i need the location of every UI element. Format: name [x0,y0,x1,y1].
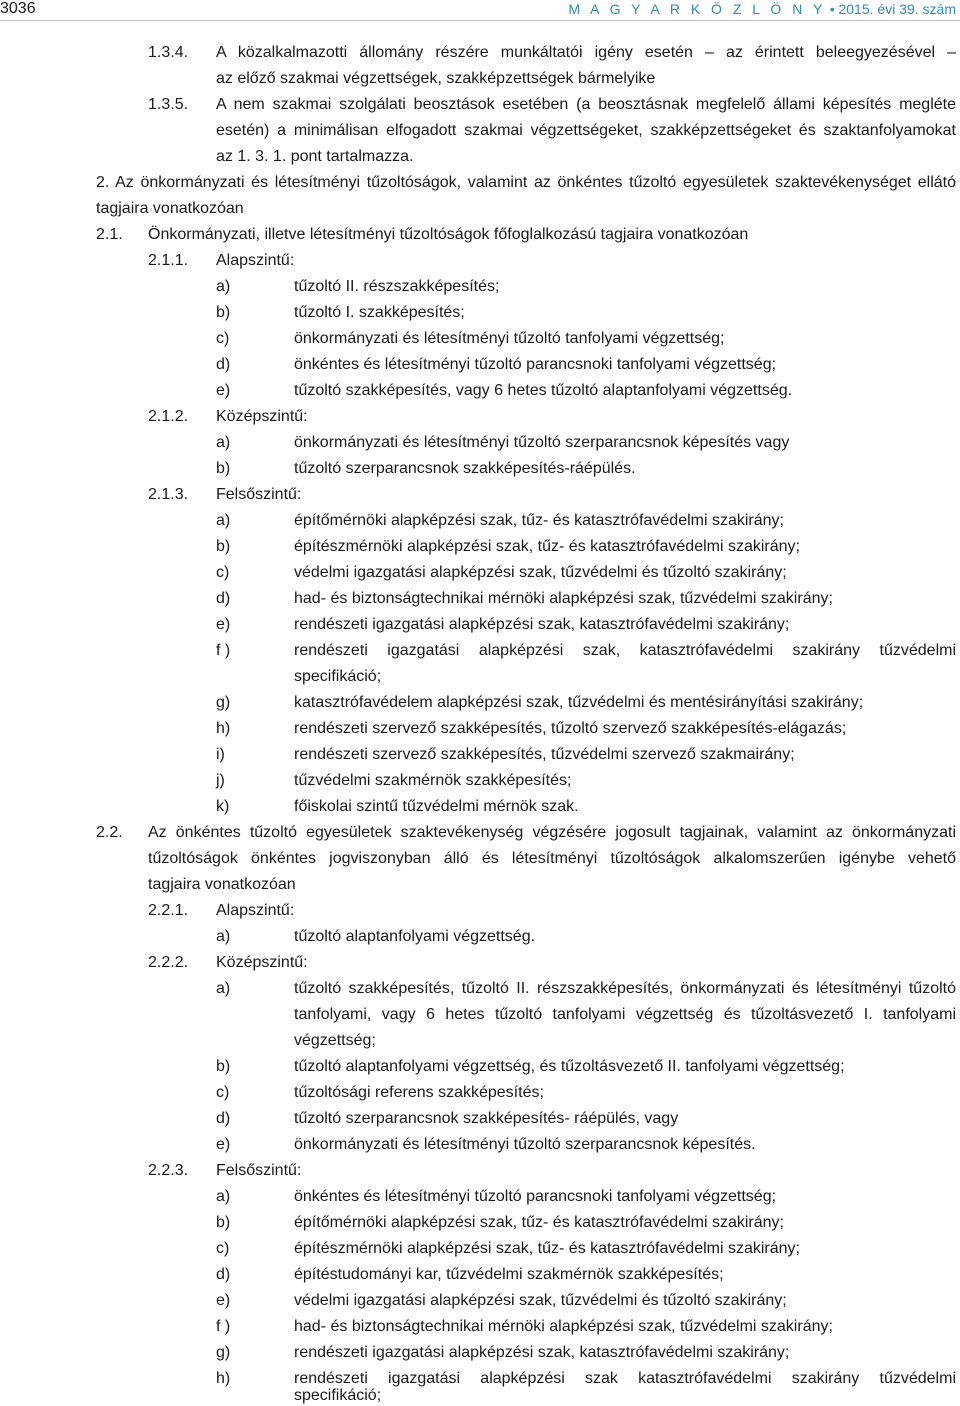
section-number: 1.3.4. [148,44,189,61]
list-item-continuation: specifikáció; [294,668,382,685]
list-item: építészmérnöki alapképzési szak, tűz- és katasztrófavédelmi szakirány; [294,1240,800,1257]
section-heading: tagjaira vonatkozóan [96,200,244,217]
level-label: Felsőszintű: [216,486,302,503]
level-label: Felsőszintű: [216,1162,302,1179]
paragraph-line: az előző szakmai végzettségek, szakképzettségek bármelyike [216,70,656,87]
list-item: önkéntes és létesítményi tűzoltó parancsnoki tanfolyami végzettség; [294,1188,777,1205]
list-item: katasztrófavédelem alapképzési szak, tűzvédelmi és mentésirányítási szakirány; [294,694,864,711]
list-letter: d) [216,1110,231,1127]
paragraph-line: A nem szakmai szolgálati beosztások esetében (a beosztásnak megfelelő állami képesítés megléte [216,96,956,113]
list-letter: b) [216,304,231,321]
section-number: 2.2.3. [148,1162,189,1179]
issue-info: • 2015. évi 39. szám [829,1,956,17]
page-number: 3036 [0,0,36,17]
list-item: önkormányzati és létesítményi tűzoltó szerparancsnok képesítés. [294,1136,756,1153]
list-letter: b) [216,538,231,555]
list-letter: k) [216,798,230,815]
list-letter: h) [216,720,231,737]
list-item: tűzoltósági referens szakképesítés; [294,1084,544,1101]
list-item: rendészeti igazgatási alapképzési szak, katasztrófavédelmi szakirány tűzvédelmi [294,642,956,659]
list-letter: e) [216,1136,231,1153]
list-item: építészmérnöki alapképzési szak, tűz- és katasztrófavédelmi szakirány; [294,538,800,555]
section-number: 2.2. [96,824,123,841]
section-number: 1.3.5. [148,96,189,113]
section-number: 2.2.1. [148,902,189,919]
list-item: védelmi igazgatási alapképzési szak, tűzvédelmi és tűzoltó szakirány; [294,1292,787,1309]
list-letter: a) [216,1188,231,1205]
list-item: tűzoltó I. szakképesítés; [294,304,465,321]
list-item: had- és biztonságtechnikai mérnöki alapképzési szak, tűzvédelmi szakirány; [294,590,833,607]
level-label: Középszintű: [216,408,308,425]
level-label: Alapszintű: [216,252,295,269]
header-rule [0,20,960,21]
list-item: tűzoltó szakképesítés, tűzoltó II. részszakképesítés, önkormányzati és létesítményi tűzoltó [294,980,956,997]
list-letter: b) [216,1058,231,1075]
paragraph-line: esetén) a minimálisan elfogadott szakmai végzettségeket, szakképzettségeket és szaktanfolyamokat [216,122,956,139]
list-letter: d) [216,1266,231,1283]
paragraph-line: az 1. 3. 1. pont tartalmazza. [216,148,414,165]
list-letter: c) [216,330,230,347]
list-item: önkormányzati és létesítményi tűzoltó szerparancsnok képesítés vagy [294,434,790,451]
list-item: rendészeti szervező szakképesítés, tűzvédelmi szervező szakmairány; [294,746,795,763]
section-number: 2.1. [96,226,123,243]
list-item: tűzoltó alaptanfolyami végzettség, és tűzoltásvezető II. tanfolyami végzettség; [294,1058,845,1075]
list-letter: h) [216,1370,231,1387]
list-letter: d) [216,590,231,607]
page-header [0,0,960,20]
list-item-continuation: végzettség; [294,1032,376,1049]
list-item: építőmérnöki alapképzési szak, tűz- és katasztrófavédelmi szakirány; [294,1214,784,1231]
paragraph-line: Az önkéntes tűzoltó egyesületek szaktevékenység végzésére jogosult tagjainak, valamint az önkormányzati [148,824,956,841]
list-item-continuation: tanfolyami, vagy 6 hetes tűzoltó tanfolyami végzettség és tűzoltásvezető I. tanfolyami [294,1006,956,1023]
list-item: rendészeti igazgatási alapképzési szak katasztrófavédelmi szakirány tűzvédelmi [294,1370,956,1387]
list-letter: e) [216,1292,231,1309]
list-letter: a) [216,278,231,295]
list-letter: a) [216,512,231,529]
list-item: építéstudományi kar, tűzvédelmi szakmérnök szakképesítés; [294,1266,724,1283]
list-letter: c) [216,1240,230,1257]
list-item: had- és biztonságtechnikai mérnöki alapképzési szak, tűzvédelmi szakirány; [294,1318,833,1335]
section-title: Önkormányzati, illetve létesítményi tűzoltóságok főfoglalkozású tagjaira vonatkozóan [148,226,749,243]
list-letter: b) [216,1214,231,1231]
journal-title: M A G Y A R K Ö Z L Ö N Y [568,1,826,17]
list-item: főiskolai szintű tűzvédelmi mérnök szak. [294,798,579,815]
paragraph-line: A közalkalmazotti állomány részére munkáltatói igény esetén – az érintett beleegyezésével – [216,44,956,61]
list-letter: f ) [216,1318,231,1335]
running-head [568,1,956,17]
list-letter: j) [216,772,225,789]
list-item: védelmi igazgatási alapképzési szak, tűzvédelmi és tűzoltó szakirány; [294,564,787,581]
list-item: rendészeti igazgatási alapképzési szak, katasztrófavédelmi szakirány; [294,1344,790,1361]
list-item: rendészeti igazgatási alapképzési szak, katasztrófavédelmi szakirány; [294,616,790,633]
level-label: Alapszintű: [216,902,295,919]
list-letter: c) [216,1084,230,1101]
list-item: építőmérnöki alapképzési szak, tűz- és katasztrófavédelmi szakirány; [294,512,784,529]
list-item: önkéntes és létesítményi tűzoltó parancsnoki tanfolyami végzettség; [294,356,777,373]
list-item-continuation: specifikáció; [294,1387,382,1404]
section-number: 2.1.1. [148,252,189,269]
list-item: rendészeti szervező szakképesítés, tűzoltó szervező szakképesítés-elágazás; [294,720,847,737]
section-number: 2.1.2. [148,408,189,425]
paragraph-line: tagjaira vonatkozóan [148,876,296,893]
list-item: tűzoltó szerparancsnok szakképesítés-ráépülés. [294,460,636,477]
list-item: tűzoltó II. részszakképesítés; [294,278,500,295]
list-letter: a) [216,928,231,945]
section-heading: 2. Az önkormányzati és létesítményi tűzoltóságok, valamint az önkéntes tűzoltó egyesületek szaktevékenységet ellátó [96,174,956,191]
section-number: 2.1.3. [148,486,189,503]
list-item: tűzoltó szakképesítés, vagy 6 hetes tűzoltó alaptanfolyami végzettség. [294,382,793,399]
list-letter: e) [216,382,231,399]
list-letter: e) [216,616,231,633]
list-item: önkormányzati és létesítményi tűzoltó tanfolyami végzettség; [294,330,725,347]
list-letter: f ) [216,642,231,659]
list-item: tűzoltó szerparancsnok szakképesítés- ráépülés, vagy [294,1110,679,1127]
list-letter: a) [216,434,231,451]
section-number: 2.2.2. [148,954,189,971]
list-letter: g) [216,1344,231,1361]
list-letter: a) [216,980,231,997]
paragraph-line: tűzoltóságok önkéntes jogviszonyban álló és létesítményi tűzoltóságok alkalomszerűen igénybe vehető [148,850,956,867]
level-label: Középszintű: [216,954,308,971]
list-letter: d) [216,356,231,373]
list-letter: b) [216,460,231,477]
list-letter: c) [216,564,230,581]
list-item: tűzvédelmi szakmérnök szakképesítés; [294,772,572,789]
list-letter: g) [216,694,231,711]
list-letter: i) [216,746,225,763]
list-item: tűzoltó alaptanfolyami végzettség. [294,928,536,945]
